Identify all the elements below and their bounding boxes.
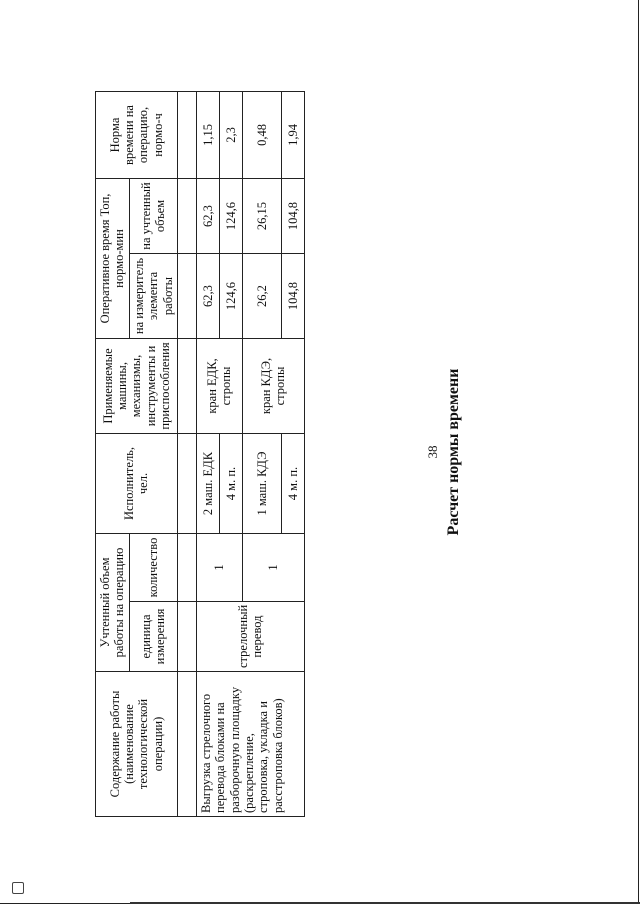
executor-cell: 4 м. п.: [219, 434, 242, 534]
scan-corner-mark: [12, 882, 24, 894]
header-per-unit: на измеритель элемента работы: [129, 254, 177, 339]
quantity-cell: 1: [242, 534, 304, 602]
executor-cell: 1 маш. КДЭ: [242, 434, 281, 534]
per-unit-cell: 124,6: [219, 254, 242, 339]
per-volume-cell: 26,15: [242, 178, 281, 253]
page-number: 38: [425, 445, 440, 459]
per-unit-cell: 62,3: [196, 254, 219, 339]
rotated-page-content: [95, 2, 545, 902]
executor-cell: 4 м. п.: [282, 434, 305, 534]
machines-cell: кран КДЭ, стропы: [242, 339, 304, 434]
executor-cell: 2 маш. ЕДК: [196, 434, 219, 534]
header-executor: Исполнитель, чел.: [96, 434, 178, 534]
header-unit: единица измерения: [129, 602, 177, 672]
header-volume-group: Учтенный объем работы на операцию: [96, 534, 130, 672]
norm-cell: 1,15: [196, 91, 219, 178]
header-quantity: количество: [129, 534, 177, 602]
header-machines: Применяемые машины, механизмы, инструменты и приспособления: [96, 339, 178, 434]
per-volume-cell: 104,8: [282, 178, 305, 253]
table-row: [196, 91, 219, 816]
per-volume-cell: 124,6: [219, 178, 242, 253]
header-work-content: Содержание работы (наименование технологической операции): [96, 672, 178, 817]
header-per-volume: на учтенный объем: [129, 178, 177, 253]
norm-cell: 2,3: [219, 91, 242, 178]
norm-cell: 0,48: [242, 91, 281, 178]
time-norm-table: [95, 91, 305, 817]
header-time-group: Оперативное время Топ, нормо-мин: [96, 178, 130, 338]
per-unit-cell: 104,8: [282, 254, 305, 339]
machines-cell: кран ЕДК, стропы: [196, 339, 242, 434]
per-volume-cell: 62,3: [196, 178, 219, 253]
work-content-cell: Выгрузка стрелочного перевода блоками на разборочную площадку (раскрепление, строповка, укладка и расстроповка блоков): [196, 672, 304, 817]
header-norm: Норма времени на операцию, нормо-ч: [96, 91, 178, 178]
document-title: Расчет нормы времени: [445, 368, 462, 536]
table-spacer-row: [177, 91, 196, 816]
scan-bottom-edge: [130, 902, 640, 904]
quantity-cell: 1: [196, 534, 242, 602]
norm-cell: 1,94: [282, 91, 305, 178]
unit-cell: стрелочный перевод: [196, 602, 304, 672]
per-unit-cell: 26,2: [242, 254, 281, 339]
